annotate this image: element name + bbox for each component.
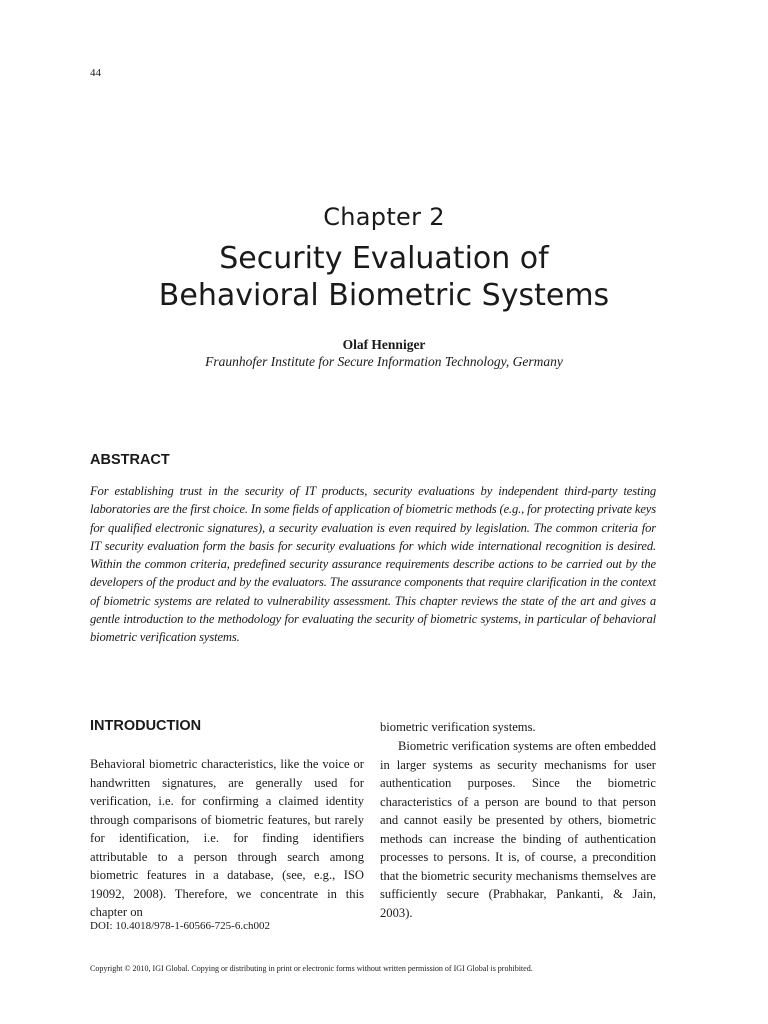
chapter-title-line-1: Security Evaluation of (219, 241, 549, 276)
introduction-heading: INTRODUCTION (90, 718, 202, 734)
page-number: 44 (90, 67, 101, 79)
author-affiliation: Fraunhofer Institute for Secure Information Technology, Germany (205, 354, 563, 369)
author-name: Olaf Henniger (342, 337, 426, 352)
abstract-heading: ABSTRACT (90, 452, 170, 468)
abstract-text: For establishing trust in the security of IT products, security evaluations by independent third-party testing laboratories are the first choice. In some fields of application of biometric methods (e.g., for protecting private keys for qualified electronic signatures), a security evaluation is even required by legislation. The common criteria for IT security evaluation form the basis for security evaluations for which wide international recognition is desired. Within the common criteria, predefined security assurance requirements describe actions to be carried out by the developers of the product and by the evaluators. The assurance components that require clarification in the context of biometric systems are related to vulnerability assessment. This chapter reviews the state of the art and gives a gentle introduction to the methodology for evaluating the security of biometric systems, in particular of behavioral biometric verification systems. (90, 484, 656, 645)
copyright-notice: Copyright © 2010, IGI Global. Copying or distributing in print or electronic forms without written permission of IGI Global is prohibited. (90, 964, 533, 973)
introduction-left-paragraph: Behavioral biometric characteristics, like the voice or handwritten signatures, are generally used for verification, i.e. for confirming a claimed identity through comparisons of biometric features, but rarely for identification, i.e. for finding identifiers attributable to a person through search among biometric features in a database, (see, e.g., ISO 19092, 2008). Therefore, we concentrate in this chapter on (90, 757, 364, 919)
introduction-right-paragraph: Biometric verification systems are often embedded in larger systems as security mechanisms for user authentication purposes. Since the biometric characteristics of a person are bound to that person and cannot easily be presented by others, biometric methods can increase the binding of authentication processes to persons. It is, of course, a precondition that the biometric security mechanisms themselves are sufficiently secure (Prabhakar, Pankanti, & Jain, 2003). (380, 739, 656, 920)
chapter-title (0, 240, 768, 314)
doi-text: DOI: 10.4018/978-1-60566-725-6.ch002 (90, 920, 270, 932)
introduction-right-continuation: biometric verification systems. (380, 720, 536, 734)
chapter-title-line-2: Behavioral Biometric Systems (158, 278, 610, 313)
chapter-label: Chapter 2 (323, 203, 445, 231)
